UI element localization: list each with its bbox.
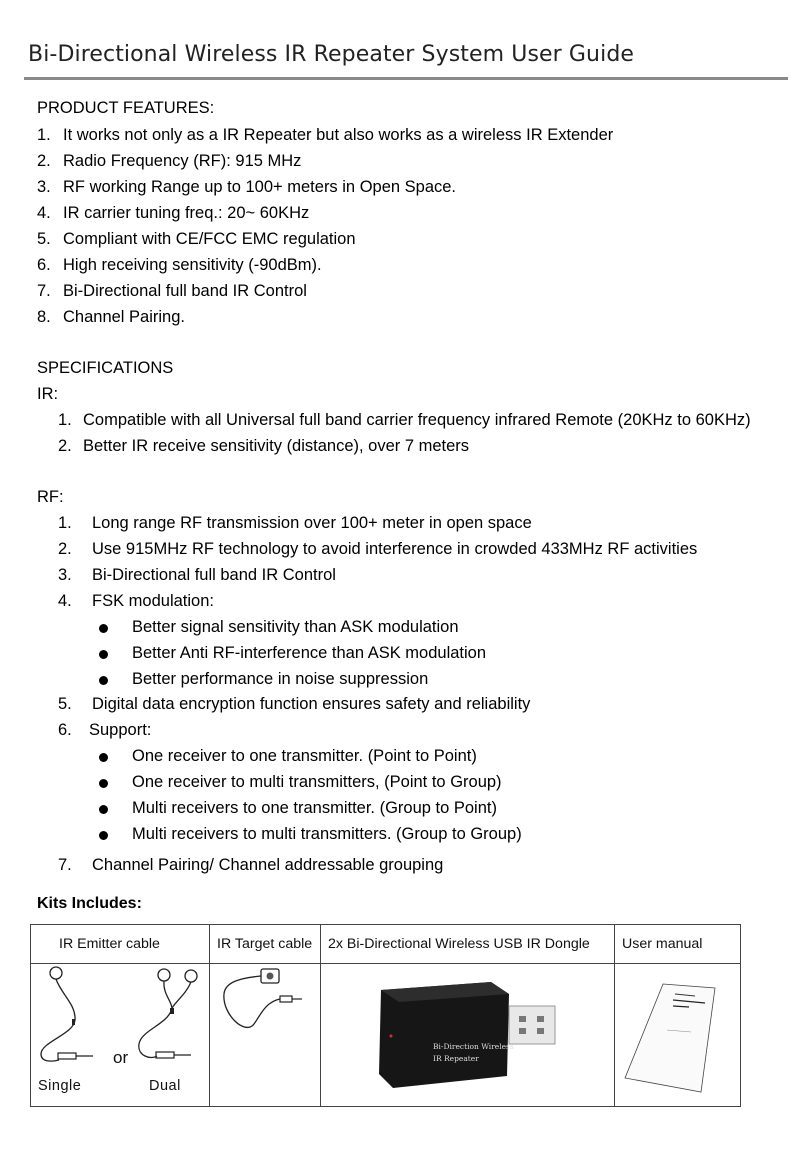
- feature-item-number: 6.: [37, 256, 51, 274]
- bullet-dot: [99, 779, 108, 788]
- kits-header-row: [31, 925, 741, 964]
- feature-item: [37, 282, 307, 301]
- feature-item-text: Compliant with CE/FCC EMC regulation: [63, 230, 356, 248]
- rf-heading: RF:: [37, 488, 64, 506]
- rf-item-text: FSK modulation:: [92, 592, 214, 610]
- feature-item-number: 5.: [37, 230, 51, 248]
- rf-item-text: Support:: [89, 721, 152, 739]
- feature-item: [37, 308, 185, 327]
- rf-item: [58, 514, 532, 533]
- ir-heading: IR:: [37, 385, 59, 403]
- feature-item: [37, 178, 456, 197]
- rf-item-text: Channel Pairing/ Channel addressable grouping: [92, 856, 444, 874]
- bullet-dot: [99, 831, 108, 840]
- feature-item-number: 3.: [37, 178, 51, 196]
- feature-item: [37, 256, 322, 275]
- emitter-or-label: or: [113, 1048, 129, 1067]
- feature-item-text: Radio Frequency (RF): 915 MHz: [63, 152, 302, 170]
- feature-item-text: Bi-Directional full band IR Control: [63, 282, 307, 300]
- title-divider: [24, 77, 788, 80]
- kits-heading: Kits Includes:: [37, 895, 142, 912]
- feature-item-text: High receiving sensitivity (-90dBm).: [63, 256, 322, 274]
- feature-item-number: 1.: [37, 126, 51, 144]
- feature-item-number: 2.: [37, 152, 51, 170]
- user-manual-cell: [615, 964, 741, 1107]
- feature-item-text: It works not only as a IR Repeater but also works as a wireless IR Extender: [63, 126, 614, 144]
- rf-item-text: Use 915MHz RF technology to avoid interference in crowded 433MHz RF activities: [92, 540, 698, 558]
- feature-item-text: Channel Pairing.: [63, 308, 185, 326]
- feature-item-number: 8.: [37, 308, 51, 326]
- fsk-bullet-item: Better signal sensitivity than ASK modulation: [132, 618, 459, 636]
- rf-item-number: 7.: [58, 856, 72, 874]
- support-bullet-item: One receiver to one transmitter. (Point to Point): [132, 747, 477, 765]
- document-title: Bi-Directional Wireless IR Repeater System User Guide: [28, 42, 635, 67]
- dongle-label-line1: Bi-Direction Wireless: [433, 1042, 514, 1051]
- fsk-bullet-item: Better performance in noise suppression: [132, 670, 429, 688]
- rf-item-number: 3.: [58, 566, 72, 584]
- rf-item: [58, 721, 151, 740]
- emitter-dual-label: Dual: [149, 1078, 181, 1094]
- rf-item: [58, 540, 697, 559]
- fsk-bullet-item: Better Anti RF-interference than ASK modulation: [132, 644, 487, 662]
- usb-dongle-image: [321, 964, 614, 1106]
- emitter-single-label: Single: [38, 1078, 82, 1094]
- bullet-dot: [99, 753, 108, 762]
- bullet-dot: [99, 805, 108, 814]
- rf-item-number: 6.: [58, 721, 72, 739]
- rf-item-text: Bi-Directional full band IR Control: [92, 566, 336, 584]
- rf-item: [58, 856, 443, 875]
- feature-item: [37, 230, 356, 249]
- kits-image-row: [31, 964, 741, 1107]
- kits-column-header: User manual: [615, 925, 741, 964]
- ir-item-number: 1.: [58, 411, 72, 429]
- specifications-heading: SPECIFICATIONS: [37, 359, 174, 377]
- target-cable-image: [210, 964, 320, 1106]
- features-heading: PRODUCT FEATURES:: [37, 99, 215, 117]
- feature-item-text: RF working Range up to 100+ meters in Open Space.: [63, 178, 457, 196]
- rf-item: [58, 695, 530, 714]
- support-bullet-item: One receiver to multi transmitters, (Point to Group): [132, 773, 502, 791]
- rf-item-number: 5.: [58, 695, 72, 713]
- rf-item: [58, 566, 336, 585]
- bullet-dot: [99, 650, 108, 659]
- ir-item: [58, 437, 469, 456]
- bullet-dot: [99, 624, 108, 633]
- rf-item-text: Long range RF transmission over 100+ meter in open space: [92, 514, 532, 532]
- user-manual-image: [615, 964, 740, 1106]
- feature-item-number: 4.: [37, 204, 51, 222]
- rf-item-number: 4.: [58, 592, 72, 610]
- kits-table: [30, 924, 741, 1107]
- support-bullet-item: Multi receivers to multi transmitters. (Group to Group): [132, 825, 522, 843]
- rf-item-number: 2.: [58, 540, 72, 558]
- ir-item: [58, 411, 751, 430]
- kits-column-header: IR Emitter cable: [31, 925, 210, 964]
- bullet-dot: [99, 676, 108, 685]
- rf-item-text: Digital data encryption function ensures safety and reliability: [92, 695, 531, 713]
- target-cable-cell: [210, 964, 321, 1107]
- support-bullet-item: Multi receivers to one transmitter. (Group to Point): [132, 799, 497, 817]
- ir-item-text: Compatible with all Universal full band carrier frequency infrared Remote (20KHz to 60KHz): [83, 411, 751, 429]
- kits-column-header: IR Target cable: [210, 925, 321, 964]
- kits-column-header: 2x Bi-Directional Wireless USB IR Dongle: [321, 925, 615, 964]
- feature-item-number: 7.: [37, 282, 51, 300]
- rf-item-number: 1.: [58, 514, 72, 532]
- feature-item: [37, 126, 613, 145]
- feature-item: [37, 152, 301, 171]
- emitter-cable-cell: [31, 964, 210, 1107]
- rf-item: [58, 592, 214, 611]
- ir-item-number: 2.: [58, 437, 72, 455]
- ir-item-text: Better IR receive sensitivity (distance), over 7 meters: [83, 437, 470, 455]
- feature-item-text: IR carrier tuning freq.: 20~ 60KHz: [63, 204, 310, 222]
- dongle-label-line2: IR Repeater: [433, 1054, 479, 1063]
- feature-item: [37, 204, 309, 223]
- usb-dongle-cell: [321, 964, 615, 1107]
